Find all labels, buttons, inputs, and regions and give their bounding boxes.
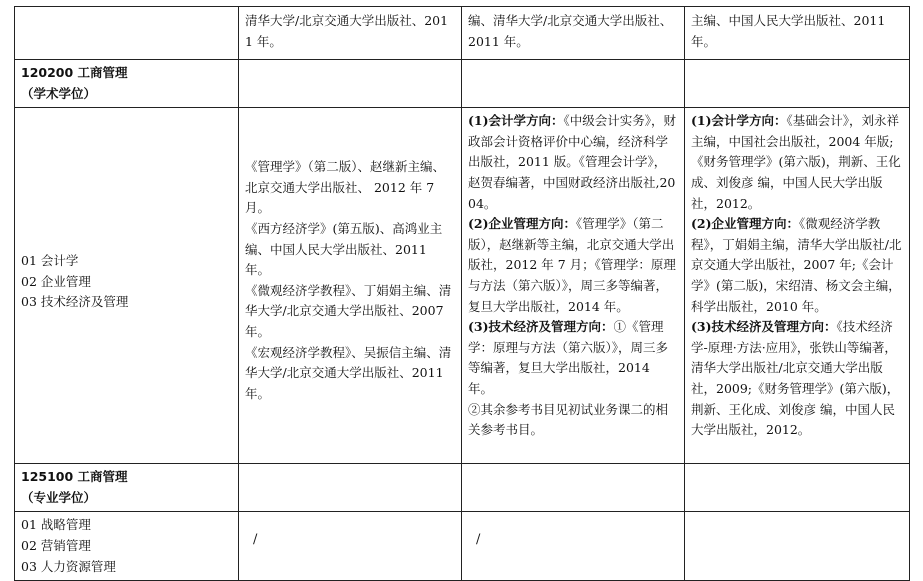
book-entry: 《管理学》（第二版）、赵继新主编、北京交通大学出版社、 2012 年 7 月。	[245, 159, 446, 216]
direction-text: 《管理学》（第二版），赵继新等主编，北京交通大学出版社，2012 年 7 月；《管理学：原理与方法（第六版）》，周三多等编著，复旦大学出版社，2014 年。	[468, 216, 676, 314]
direction-label: (1)会计学方向：	[468, 113, 564, 129]
direction-text: 《基础会计》，刘永祥主编，中国社会出版社，2004 年版;《财务管理学》(第六版)，荆新、王化成、刘俊彦 编，中国人民大学出版社，2012。	[691, 113, 901, 211]
section1-title-cell	[15, 60, 239, 108]
table-row-section1-content	[15, 108, 910, 464]
table-row-section2-content	[15, 512, 910, 581]
cell-empty	[685, 464, 910, 512]
direction-item: 02 营销管理	[21, 537, 91, 553]
cell-empty	[685, 512, 910, 581]
direction-text: 《中级会计实务》，财政部会计资格评价中心编，经济科学出版社，2011 版。《管理会计学》，赵贺春编著，中国财政经济出版社,2004。	[468, 113, 677, 211]
direction-paragraph	[468, 214, 678, 317]
direction-label: (2)企业管理方向：	[691, 216, 800, 232]
not-applicable-mark: /	[253, 532, 258, 548]
cell-top-col3: 编、清华大学/北京交通大学出版社、2011 年。	[462, 7, 685, 60]
cell-top-col2: 清华大学/北京交通大学出版社、2011 年。	[239, 7, 462, 60]
section1-directions-cell	[15, 108, 239, 464]
direction-label: (1)会计学方向：	[691, 113, 787, 129]
direction-item: 01 会计学	[21, 253, 79, 269]
cell-empty	[239, 60, 462, 108]
section2-degree: （专业学位）	[21, 489, 97, 505]
direction-paragraph: ②其余参考书目见初试业务课二的相关参考书目。	[468, 401, 669, 438]
book-entry: 《微观经济学教程》、丁娟娟主编、清华大学/北京交通大学出版社、2007 年。	[245, 282, 452, 339]
direction-paragraph	[691, 317, 903, 441]
reference-books-table	[14, 6, 910, 581]
table-row-section2-header	[15, 464, 910, 512]
cell-empty	[15, 7, 239, 60]
direction-label: (3)技术经济及管理方向：	[691, 319, 837, 335]
direction-item: 02 企业管理	[21, 273, 91, 289]
direction-paragraph	[468, 317, 678, 399]
section2-title-cell	[15, 464, 239, 512]
direction-item: 03 技术经济及管理	[21, 294, 129, 310]
direction-item: 01 战略管理	[21, 517, 91, 533]
cell-empty	[462, 464, 685, 512]
book-entry: 《西方经济学》(第五版)、高鸿业主编、中国人民大学出版社、2011 年。	[245, 220, 443, 278]
section1-code-title: 120200 工商管理	[21, 65, 128, 80]
section2-exam-books-cell	[462, 512, 685, 581]
cell-empty	[685, 60, 910, 108]
section2-books-cell	[239, 512, 462, 581]
direction-paragraph	[691, 111, 903, 214]
direction-paragraph	[468, 111, 678, 214]
table-row-continuation	[15, 7, 910, 60]
section1-books-cell	[239, 108, 462, 464]
cell-empty	[462, 60, 685, 108]
direction-text: ①《管理学：原理与方法（第六版）》，周三多等编著，复旦大学出版社，2014 年。	[468, 319, 669, 396]
direction-label: (3)技术经济及管理方向：	[468, 319, 614, 335]
section1-degree: （学术学位）	[21, 85, 97, 101]
section1-exam-books-cell	[462, 108, 685, 464]
cell-empty	[239, 464, 462, 512]
direction-item: 03 人力资源管理	[21, 558, 116, 574]
section1-extra-books-cell	[685, 108, 910, 464]
section2-directions-cell	[15, 512, 239, 581]
direction-text: 《技术经济学-原理·方法·应用》，张铁山等编著，清华大学出版社/北京交通大学出版社，2009;《财务管理学》(第六版)，荆新、王化成、刘俊彦 编，中国人民大学出版社，2012。	[691, 319, 900, 438]
direction-label: (2)企业管理方向：	[468, 216, 577, 232]
not-applicable-mark: /	[476, 532, 481, 548]
direction-paragraph	[691, 214, 903, 317]
table-row-section1-header	[15, 60, 910, 108]
cell-top-col4: 主编、中国人民大学出版社、2011 年。	[685, 7, 910, 60]
direction-text: 《微观经济学教程》，丁娟娟主编，清华大学出版社/北京交通大学出版社，2007 年;《会计学》(第二版)，宋绍清、杨文会主编，科学出版社，2010 年。	[691, 216, 902, 314]
section2-code-title: 125100 工商管理	[21, 469, 128, 485]
book-entry: 《宏观经济学教程》、吴振信主编、清华大学/北京交通大学出版社、2011 年。	[245, 344, 452, 401]
